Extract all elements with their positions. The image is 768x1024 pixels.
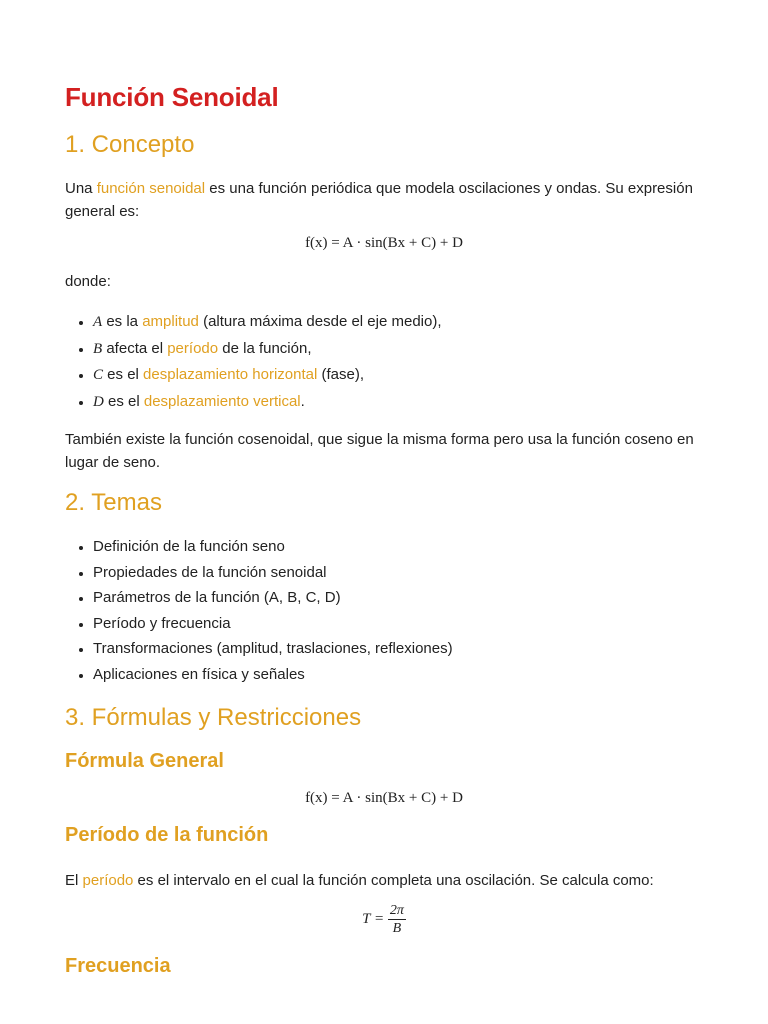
topics-list — [65, 534, 703, 687]
list-item: • Definición de la función seno — [93, 534, 703, 560]
subheading-periodo: Período de la función — [65, 824, 269, 846]
list-item: • B afecta el período de la función, — [93, 336, 703, 363]
list-item: • Aplicaciones en física y señales — [93, 662, 703, 688]
section-heading-temas: 2. Temas — [65, 489, 162, 516]
list-item: • Propiedades de la función senoidal — [93, 560, 703, 586]
fraction: $\frac{2\pi}{B}$ — [389, 903, 404, 936]
section-heading-concepto: 1. Concepto — [65, 131, 195, 158]
list-item: • Parámetros de la función (A, B, C, D) — [93, 585, 703, 611]
donde-label: donde: — [65, 273, 111, 290]
subheading-formula-general: Fórmula General — [65, 750, 224, 772]
highlight-funcion-senoidal: función senoidal — [96, 180, 206, 197]
list-item: • D es el desplazamiento vertical. — [93, 389, 703, 416]
highlight-periodo: período — [82, 872, 134, 889]
page-title: Función Senoidal — [65, 82, 279, 112]
list-item: • Transformaciones (amplitud, traslaciones, reflexiones) — [93, 636, 703, 662]
equation-period: T = $\frac{2\pi}{B}$ — [362, 903, 404, 936]
list-item: • Período y frecuencia — [93, 611, 703, 637]
concept-intro: Una función senoidal es una función periódica que modela oscilaciones y ondas. Su expresión general es: — [65, 180, 693, 220]
subheading-frecuencia: Frecuencia — [65, 955, 171, 977]
cosine-note: También existe la función cosenoidal, que sigue la misma forma pero usa la función coseno en lugar de seno. — [65, 431, 694, 471]
list-item: • C es el desplazamiento horizontal (fase), — [93, 362, 703, 389]
section-heading-formulas: 3. Fórmulas y Restricciones — [65, 704, 362, 731]
period-text: El período es el intervalo en el cual la función completa una oscilación. Se calcula como: — [65, 872, 654, 889]
equation-formula-general: f(x) = A · sin(Bx + C) + D — [305, 790, 463, 806]
equation-general: f(x) = A · sin(Bx + C) + D — [305, 235, 463, 251]
parameter-list — [65, 309, 703, 415]
list-item: • A es la amplitud (altura máxima desde el eje medio), — [93, 309, 703, 336]
